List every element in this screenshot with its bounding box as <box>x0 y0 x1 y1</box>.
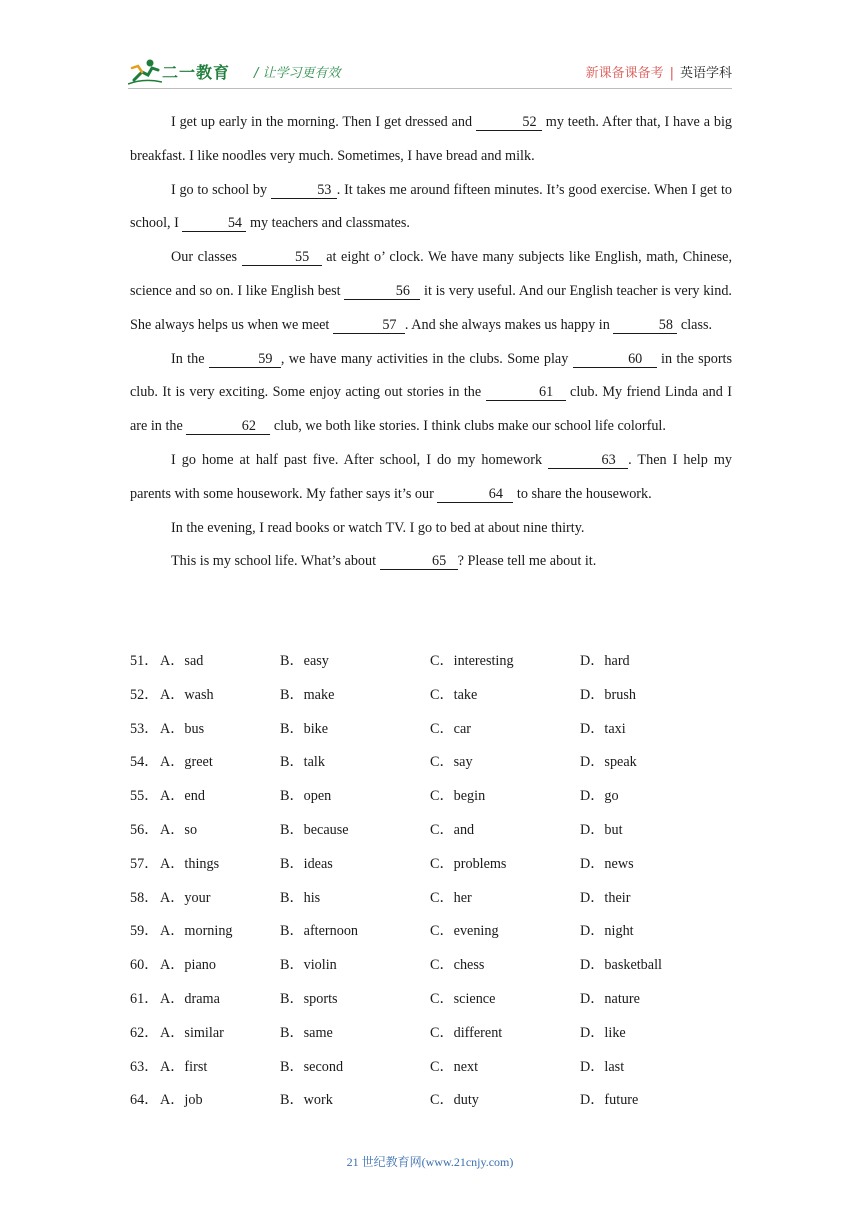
option-b: B．easy <box>280 653 329 669</box>
option-a: A．things <box>160 855 220 872</box>
paragraph: This is my school life. What’s about 65 ? Please tell me about it. <box>171 553 597 570</box>
question-row <box>130 983 732 1017</box>
option-b: B．violin <box>280 957 337 974</box>
option-b: B．make <box>280 686 335 703</box>
blank-55: 55 <box>242 249 322 266</box>
page-header <box>128 54 732 90</box>
logo <box>128 58 252 86</box>
option-a: A．morning <box>160 923 233 940</box>
option-b: B．second <box>280 1058 344 1075</box>
option-c: C．her <box>430 889 472 906</box>
option-a: A．end <box>160 788 205 805</box>
option-a: A．bus <box>160 720 205 737</box>
question-number: 60． <box>130 957 159 974</box>
option-d: D．taxi <box>580 720 626 737</box>
paragraph: Our classes 55 at eight o’ clock. We have many subjects like English, math, Chinese, science and so on. I like English best 56 it is very useful. And our English teacher is very kind. She always helps us when we meet 57 . And she always makes us happy in 58 class. <box>130 249 732 333</box>
question-row <box>130 848 732 882</box>
option-d: D．night <box>580 923 634 940</box>
option-c: C．science <box>430 990 496 1007</box>
blank-52: 52 <box>476 114 542 131</box>
question-number: 61． <box>130 990 159 1007</box>
option-c: C．chess <box>430 957 485 974</box>
option-d: D．news <box>580 855 634 872</box>
option-c: C．say <box>430 754 473 771</box>
option-a: A．so <box>160 821 198 838</box>
blank-57: 57 <box>333 317 405 334</box>
blank-61: 61 <box>486 384 566 401</box>
blank-64: 64 <box>437 486 513 503</box>
question-row <box>130 1051 732 1085</box>
option-d: D．hard <box>580 653 630 669</box>
question-number: 51． <box>130 653 159 669</box>
option-b: B．bike <box>280 720 329 737</box>
blank-65: 65 <box>380 553 458 570</box>
header-divider <box>128 88 732 89</box>
blank-54: 54 <box>182 215 246 232</box>
paragraph: In the evening, I read books or watch TV. I go to bed at about nine thirty. <box>171 519 585 536</box>
question-row <box>130 882 732 916</box>
option-a: A．sad <box>160 653 204 669</box>
option-a: A．similar <box>160 1024 224 1041</box>
option-c: C．different <box>430 1024 503 1041</box>
option-b: B．because <box>280 821 349 838</box>
paragraph: In the 59 , we have many activities in the clubs. Some play 60 in the sports club. It is very exciting. Some enjoy acting out stories in the 61 club. My friend Linda and I are in the 62 club, we both like stories. I think clubs make our school life colorful. <box>130 350 733 435</box>
course-separator: | <box>669 66 674 81</box>
question-row <box>130 1084 732 1118</box>
option-c: C．begin <box>430 788 486 805</box>
question-number: 59． <box>130 923 159 940</box>
slogan: / 让学习更有效 <box>254 66 341 81</box>
option-a: A．piano <box>160 957 216 974</box>
option-c: C．next <box>430 1058 479 1075</box>
question-number: 58． <box>130 889 159 906</box>
option-b: B．open <box>280 788 332 805</box>
blank-56: 56 <box>344 283 420 300</box>
question-number: 53． <box>130 720 159 737</box>
question-row <box>130 1017 732 1051</box>
option-c: C．and <box>430 821 475 838</box>
runner-logo-icon <box>128 58 162 86</box>
option-b: B．same <box>280 1024 333 1041</box>
option-b: B．ideas <box>280 855 333 872</box>
page-footer: 21 世纪教育网(www.21cnjy.com) <box>346 1155 514 1169</box>
blank-58: 58 <box>613 317 677 334</box>
question-row <box>130 746 732 780</box>
option-a: A．greet <box>160 754 213 771</box>
blank-53: 53 <box>271 182 337 199</box>
option-b: B．afternoon <box>280 923 359 940</box>
question-row <box>130 713 732 747</box>
blank-59: 59 <box>209 351 281 368</box>
course-left: 新课备课备考 <box>585 66 664 81</box>
cloze-passage <box>130 106 732 579</box>
option-a: A．wash <box>160 686 214 703</box>
option-b: B．talk <box>280 754 325 771</box>
logo-text: 二一教育 <box>162 63 231 82</box>
option-c: C．evening <box>430 923 499 940</box>
option-d: D．brush <box>580 686 636 703</box>
option-c: C．car <box>430 720 471 737</box>
question-number: 63． <box>130 1058 159 1075</box>
option-b: B．his <box>280 889 321 906</box>
question-row <box>130 915 732 949</box>
option-d: D．their <box>580 889 631 906</box>
option-a: A．drama <box>160 990 220 1007</box>
question-number: 55． <box>130 788 159 805</box>
blank-63: 63 <box>548 452 628 469</box>
blank-60: 60 <box>573 351 657 368</box>
paragraph: I go to school by 53 . It takes me around fifteen minutes. It’s good exercise. When I get to school, I 54 my teachers and classmates. <box>130 181 732 232</box>
option-c: C．duty <box>430 1092 479 1109</box>
question-number: 57． <box>130 855 159 872</box>
question-number: 64． <box>130 1092 159 1109</box>
option-d: D．but <box>580 821 623 838</box>
option-a: A．job <box>160 1092 203 1109</box>
options-list <box>130 645 732 1118</box>
blank-62: 62 <box>186 418 270 435</box>
option-d: D．nature <box>580 990 640 1007</box>
question-row <box>130 780 732 814</box>
option-d: D．last <box>580 1058 625 1075</box>
option-d: D．like <box>580 1024 626 1041</box>
option-c: C．interesting <box>430 653 514 669</box>
option-a: A．your <box>160 889 211 906</box>
option-d: D．speak <box>580 754 637 771</box>
question-row <box>130 949 732 983</box>
option-a: A．first <box>160 1058 208 1075</box>
option-b: B．work <box>280 1092 333 1109</box>
option-d: D．basketball <box>580 957 662 974</box>
option-c: C．take <box>430 686 478 703</box>
course-right: 英语学科 <box>679 66 732 81</box>
question-number: 62． <box>130 1024 159 1041</box>
paragraph: I get up early in the morning. Then I get dressed and 52 my teeth. After that, I have a big breakfast. I like noodles very much. Sometimes, I have bread and milk. <box>130 114 732 164</box>
question-row <box>130 645 732 679</box>
option-b: B．sports <box>280 990 338 1007</box>
option-c: C．problems <box>430 855 507 872</box>
option-d: D．go <box>580 788 619 805</box>
question-number: 56． <box>130 821 159 838</box>
question-number: 54． <box>130 754 159 771</box>
paragraph: I go home at half past five. After school, I do my homework 63 . Then I help my parents with some housework. My father says it’s our 64 to share the housework. <box>130 451 732 502</box>
course-label <box>586 62 732 81</box>
question-number: 52． <box>130 686 159 703</box>
question-row <box>130 679 732 713</box>
option-d: D．future <box>580 1092 639 1109</box>
question-row <box>130 814 732 848</box>
